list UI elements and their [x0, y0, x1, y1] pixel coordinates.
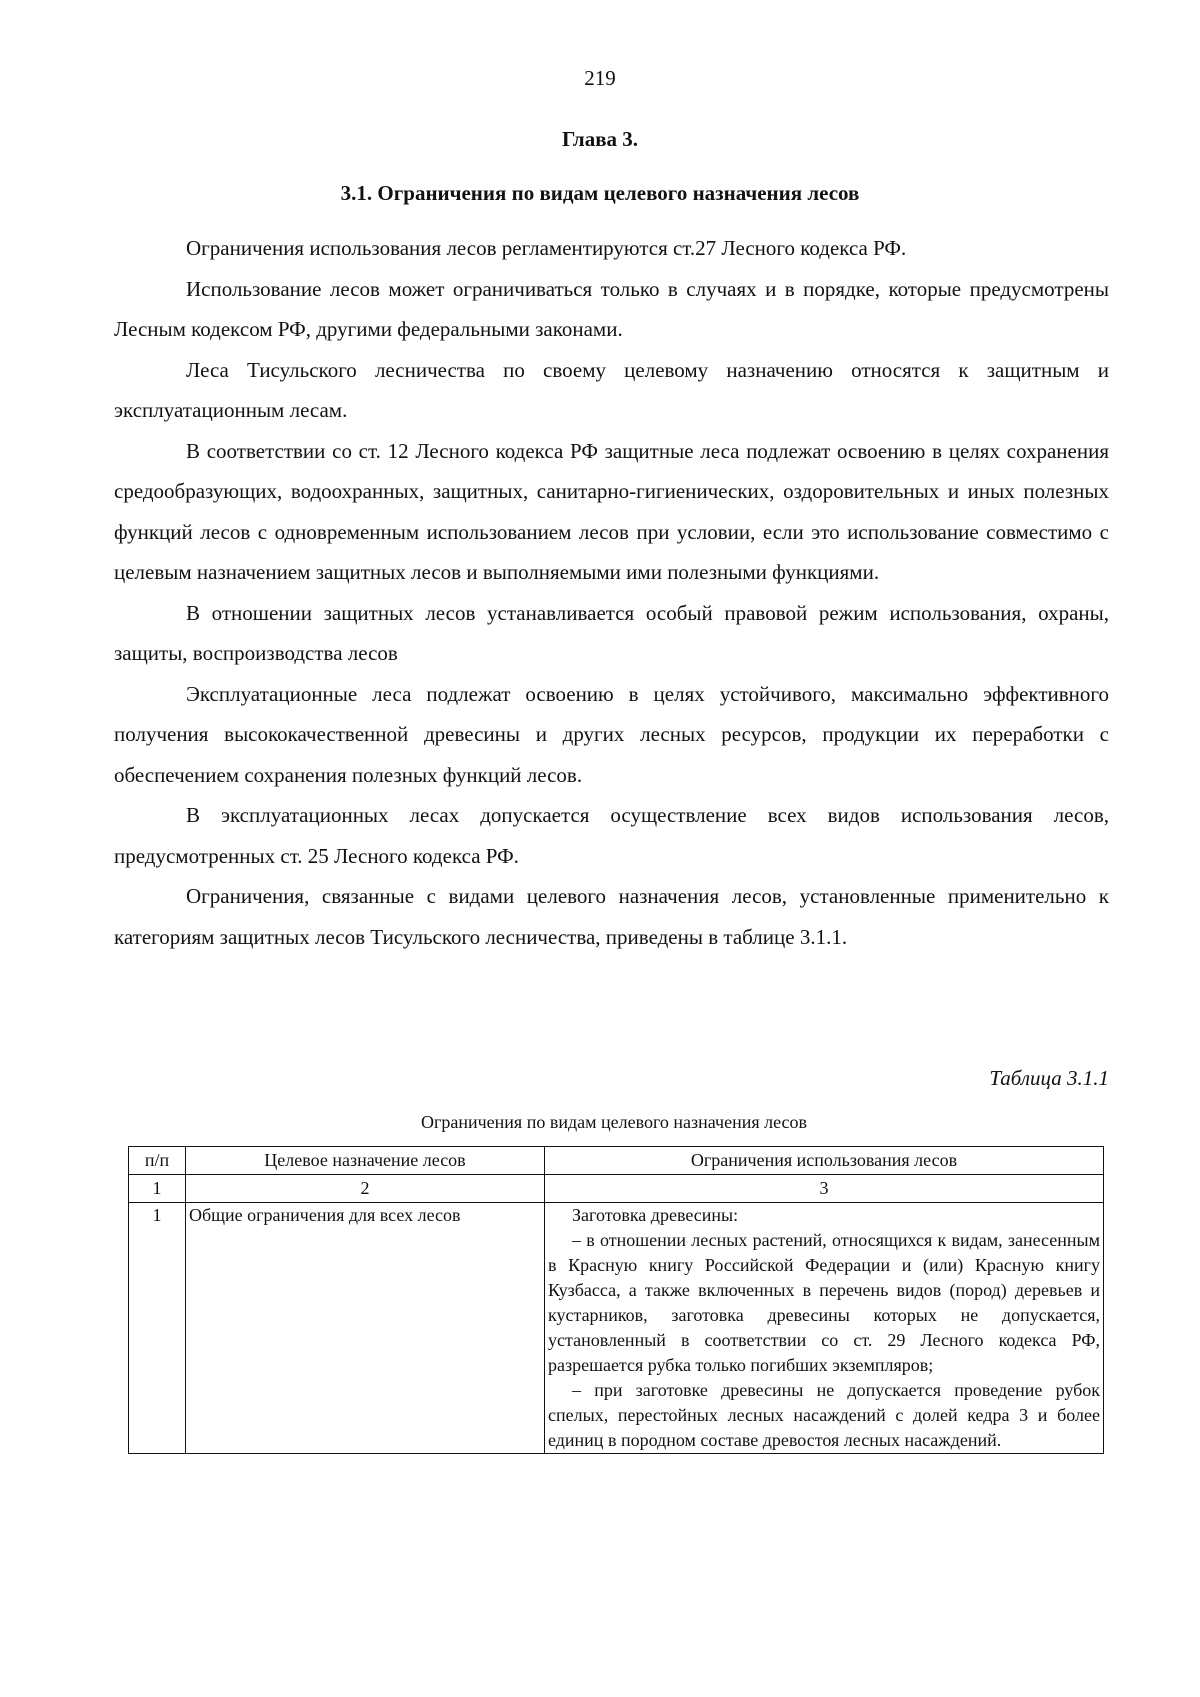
body-text	[114, 228, 1109, 957]
table-header-row	[129, 1147, 1104, 1175]
column-number: 1	[129, 1175, 186, 1203]
paragraph: В отношении защитных лесов устанавливается особый правовой режим использования, охраны, защиты, воспроизводства лесов	[114, 600, 1109, 665]
row-number: 1	[129, 1203, 186, 1454]
table-row	[129, 1203, 1104, 1454]
restriction-item: – при заготовке древесины не допускается проведение рубок спелых, перестойных лесных насаждений с долей кедра 3 и более единиц в породном составе древостоя лесных насаждений.	[548, 1380, 1100, 1450]
table-number: Таблица 3.1.1	[989, 1066, 1109, 1090]
paragraph: В эксплуатационных лесах допускается осуществление всех видов использования лесов, предусмотренных ст. 25 Лесного кодекса РФ.	[114, 803, 1109, 868]
paragraph: Леса Тисульского лесничества по своему целевому назначению относятся к защитным и эксплуатационным лесам.	[114, 357, 1109, 422]
section-title: 3.1. Ограничения по видам целевого назначения лесов	[340, 181, 860, 205]
table-caption: Ограничения по видам целевого назначения лесов	[420, 1112, 808, 1132]
paragraph: Использование лесов может ограничиваться только в случаях и в порядке, которые предусмотрены Лесным кодексом РФ, другими федеральными законами.	[114, 276, 1109, 341]
column-number: 3	[545, 1175, 1104, 1203]
page-number: 219	[584, 66, 616, 90]
paragraph: Ограничения, связанные с видами целевого назначения лесов, установленные применительно к категориям защитных лесов Тисульского лесничества, приведены в таблице 3.1.1.	[114, 884, 1109, 949]
restrictions-table	[128, 1146, 1104, 1454]
paragraph: В соответствии со ст. 12 Лесного кодекса РФ защитные леса подлежат освоению в целях сохранения средообразующих, водоохранных, защитных, санитарно-гигиенических, оздоровительных и иных полезных функций лесов с одновременным использованием лесов при условии, если это использование совместимо с целевым назначением защитных лесов и выполняемыми ими полезными функциями.	[114, 438, 1109, 584]
row-restrictions	[545, 1203, 1104, 1454]
restriction-lead: Заготовка древесины:	[572, 1205, 739, 1225]
paragraph: Эксплуатационные леса подлежат освоению в целях устойчивого, максимально эффективного получения высококачественной древесины и других лесных ресурсов, продукции их переработки с обеспечением сохранения полезных функций лесов.	[114, 681, 1109, 787]
header-restrictions: Ограничения использования лесов	[545, 1147, 1104, 1175]
column-number: 2	[186, 1175, 545, 1203]
restriction-item: – в отношении лесных растений, относящихся к видам, занесенным в Красную книгу Российской Федерации и (или) Красную книгу Кузбасса, а также включенных в перечень видов (пород) деревьев и кустарников, заготовка древесины которых не допускается, установленный в соответствии со ст. 29 Лесного кодекса РФ, разрешается рубка только погибших экземпляров;	[548, 1230, 1100, 1375]
header-purpose: Целевое назначение лесов	[186, 1147, 545, 1175]
row-purpose: Общие ограничения для всех лесов	[186, 1203, 545, 1454]
chapter-title: Глава 3.	[561, 127, 639, 151]
table-column-numbers-row	[129, 1175, 1104, 1203]
paragraph: Ограничения использования лесов регламентируются ст.27 Лесного кодекса РФ.	[186, 236, 907, 260]
header-number: п/п	[129, 1147, 186, 1175]
